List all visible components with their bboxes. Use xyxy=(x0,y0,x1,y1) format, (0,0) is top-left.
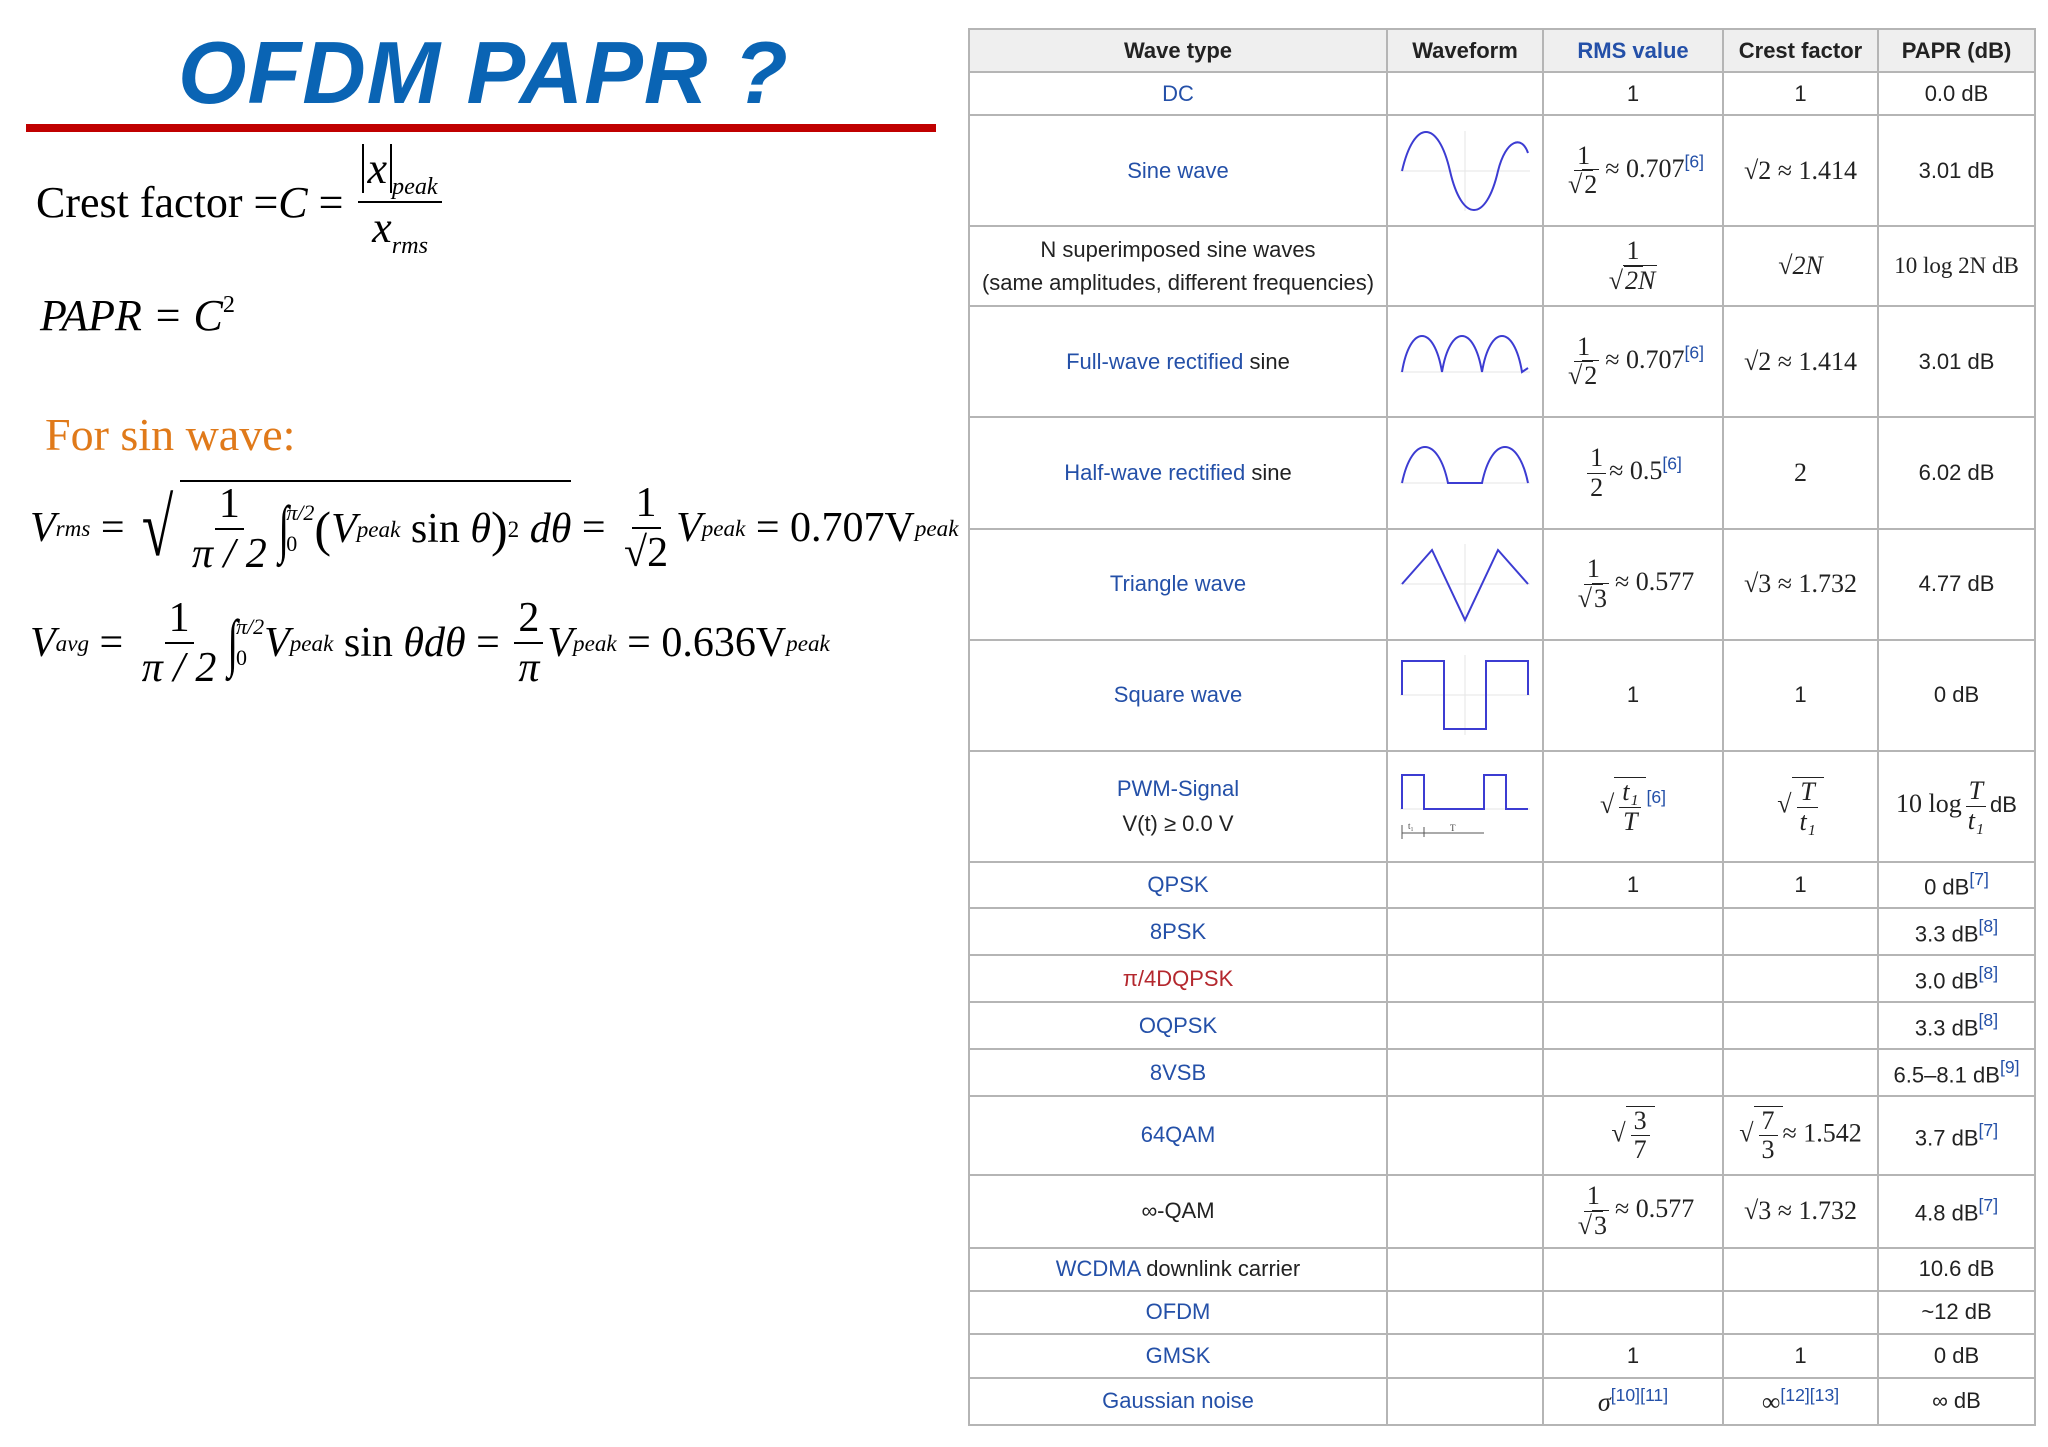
papr-cell: 0 dB xyxy=(1878,1334,2035,1378)
wave-type-link[interactable]: GMSK xyxy=(969,1334,1387,1378)
crest-num-x: x xyxy=(362,144,392,193)
papr-cell: 0.0 dB xyxy=(1878,72,2035,115)
rms-cell xyxy=(1543,1002,1723,1049)
papr-cell: 4.77 dB xyxy=(1878,529,2035,640)
crest-cell: 1 xyxy=(1723,640,1878,751)
rms-cell: √ $\frac{3}{7}$ xyxy=(1543,1096,1723,1174)
crest-cell: √ $\frac{7}{3}$ ≈ 1.542 xyxy=(1723,1096,1878,1174)
rms-cell xyxy=(1543,908,1723,955)
rms-cell: 1 xyxy=(1543,862,1723,908)
rms-cell: $\frac{1}{√2}$ ≈ 0.707[6] xyxy=(1543,115,1723,226)
papr-formula xyxy=(40,290,235,341)
table-row xyxy=(969,1378,2035,1425)
table-row xyxy=(969,1291,2035,1334)
waveform-cell xyxy=(1387,862,1543,908)
wave-type-link[interactable]: Gaussian noise xyxy=(969,1378,1387,1425)
table-row xyxy=(969,417,2035,528)
table-header-row xyxy=(969,29,2035,72)
wave-type-cell[interactable]: Full-wave rectified sine xyxy=(969,306,1387,417)
rms-cell xyxy=(1543,1291,1723,1334)
svg-text:T: T xyxy=(1450,822,1456,833)
crest-cell xyxy=(1723,1049,1878,1096)
crest-cell: √2 ≈ 1.414 xyxy=(1723,115,1878,226)
wave-type-link[interactable]: OQPSK xyxy=(969,1002,1387,1049)
sine-waveform-icon xyxy=(1400,131,1530,211)
waveform-cell xyxy=(1387,115,1543,226)
table-row xyxy=(969,1096,2035,1174)
crest-factor-lhs: Crest factor = xyxy=(36,177,279,227)
crest-cell: ∞[12][13] xyxy=(1723,1378,1878,1425)
table-row xyxy=(969,226,2035,306)
wave-type-link[interactable]: Triangle wave xyxy=(969,529,1387,640)
wave-type-link[interactable]: 8VSB xyxy=(969,1049,1387,1096)
crest-cell: 1 xyxy=(1723,862,1878,908)
crest-den-sub: rms xyxy=(391,232,428,260)
vavg-v: V xyxy=(30,620,56,667)
vavg-formula: V avg = $\frac{1}{\pi / 2}$ ∫ π/2 0 V peak sin θdθ = $\frac{2}{\pi}$ V peak = 0.636V peak xyxy=(30,595,830,692)
pwm-waveform-icon xyxy=(1400,769,1530,845)
header-rms-value[interactable]: RMS value xyxy=(1543,29,1723,72)
full-wave-rectified-icon xyxy=(1400,332,1530,392)
papr-eq: PAPR = C xyxy=(40,291,223,340)
rms-cell xyxy=(1543,955,1723,1002)
wave-type-link[interactable]: Square wave xyxy=(969,640,1387,751)
rms-cell: √ $\frac{\text{t₁}}{T}$ [6] xyxy=(1543,751,1723,862)
wave-type-cell[interactable]: WCDMA downlink carrier xyxy=(969,1248,1387,1291)
rms-cell xyxy=(1543,1049,1723,1096)
table-row xyxy=(969,306,2035,417)
table-row xyxy=(969,1175,2035,1248)
vrms-v: V xyxy=(30,505,56,552)
crest-c: C xyxy=(278,177,308,227)
table-row xyxy=(969,862,2035,908)
vrms-sub: rms xyxy=(55,514,91,541)
rms-cell: $\frac{1}{√3}$ ≈ 0.577 xyxy=(1543,529,1723,640)
vrms-formula: V rms = √ $\frac{1}{\pi / 2}$ ∫ π/2 0 ( V peak sin θ ) 2 dθ = $\frac{1}{√2}$ V peak = 0.707V peak xyxy=(30,480,959,578)
crest-cell: √2 ≈ 1.414 xyxy=(1723,306,1878,417)
table-row xyxy=(969,1334,2035,1378)
waveform-cell xyxy=(1387,955,1543,1002)
waveform-cell xyxy=(1387,1096,1543,1174)
wave-type-cell: N superimposed sine waves (same amplitudes, different frequencies) xyxy=(969,226,1387,306)
waveform-cell xyxy=(1387,1049,1543,1096)
waveform-cell xyxy=(1387,72,1543,115)
waveform-cell xyxy=(1387,640,1543,751)
crest-cell xyxy=(1723,1291,1878,1334)
papr-cell: 3.3 dB[8] xyxy=(1878,908,2035,955)
crest-cell: √2N xyxy=(1723,226,1878,306)
wave-type-cell[interactable]: Half-wave rectified sine xyxy=(969,417,1387,528)
papr-cell: 6.5–8.1 dB[9] xyxy=(1878,1049,2035,1096)
rms-cell: $\frac{1}{√2N}$ xyxy=(1543,226,1723,306)
crest-den-x: x xyxy=(372,203,392,253)
waveform-cell xyxy=(1387,1248,1543,1291)
rms-cell: $\frac{1}{2}$ ≈ 0.5[6] xyxy=(1543,417,1723,528)
wave-type-link[interactable]: 64QAM xyxy=(969,1096,1387,1174)
rms-cell: σ[10][11] xyxy=(1543,1378,1723,1425)
crest-cell: √3 ≈ 1.732 xyxy=(1723,1175,1878,1248)
table-row xyxy=(969,1049,2035,1096)
waveform-cell xyxy=(1387,908,1543,955)
wave-type-cell[interactable]: PWM-Signal V(t) ≥ 0.0 V xyxy=(969,751,1387,862)
papr-cell: 4.8 dB[7] xyxy=(1878,1175,2035,1248)
table-row xyxy=(969,115,2035,226)
crest-cell: 2 xyxy=(1723,417,1878,528)
table-row xyxy=(969,72,2035,115)
crest-num-sub: peak xyxy=(392,172,438,200)
papr-cell: 10 log $\frac{T}{\text{t₁}}$ dB xyxy=(1878,751,2035,862)
papr-cell: 3.3 dB[8] xyxy=(1878,1002,2035,1049)
rms-cell: $\frac{1}{√2}$ ≈ 0.707[6] xyxy=(1543,306,1723,417)
crest-cell xyxy=(1723,1248,1878,1291)
vavg-sub: avg xyxy=(55,629,90,656)
papr-cell: 3.0 dB[8] xyxy=(1878,955,2035,1002)
crest-cell xyxy=(1723,1002,1878,1049)
waveform-cell xyxy=(1387,1002,1543,1049)
triangle-waveform-icon xyxy=(1400,544,1530,624)
papr-cell: ~12 dB xyxy=(1878,1291,2035,1334)
crest-factor-formula: Crest factor = C = $\frac{x _{peak}}{x_{rms}}$ xyxy=(36,146,446,259)
crest-fraction xyxy=(358,146,441,259)
waveform-cell xyxy=(1387,306,1543,417)
rms-cell: 1 xyxy=(1543,1334,1723,1378)
wave-type-link[interactable]: 8PSK xyxy=(969,908,1387,955)
crest-cell: √ $\frac{T}{\text{t₁}}$ xyxy=(1723,751,1878,862)
table-row xyxy=(969,1248,2035,1291)
papr-cell: 0 dB xyxy=(1878,640,2035,751)
vrms-result: = 0.707V xyxy=(755,505,915,552)
svg-text:t₁: t₁ xyxy=(1408,820,1414,831)
slide-title: OFDM PAPR ? xyxy=(178,23,789,122)
crest-cell: √3 ≈ 1.732 xyxy=(1723,529,1878,640)
rms-cell: $\frac{1}{√3}$ ≈ 0.577 xyxy=(1543,1175,1723,1248)
wave-type-cell: ∞-QAM xyxy=(969,1175,1387,1248)
header-crest-factor: Crest factor xyxy=(1723,29,1878,72)
papr-cell: 3.01 dB xyxy=(1878,306,2035,417)
waveform-cell xyxy=(1387,1378,1543,1425)
papr-cell: 3.7 dB[7] xyxy=(1878,1096,2035,1174)
wave-type-table xyxy=(968,28,2036,1426)
rms-cell xyxy=(1543,1248,1723,1291)
papr-cell: 3.01 dB xyxy=(1878,115,2035,226)
waveform-cell xyxy=(1387,1291,1543,1334)
waveform-cell xyxy=(1387,226,1543,306)
vavg-result: = 0.636V xyxy=(627,620,787,667)
title-underline xyxy=(26,124,936,132)
table-row xyxy=(969,529,2035,640)
rms-cell: 1 xyxy=(1543,72,1723,115)
table-row xyxy=(969,640,2035,751)
table-row xyxy=(969,751,2035,862)
table-row xyxy=(969,955,2035,1002)
for-sin-wave-label: For sin wave: xyxy=(45,409,296,460)
papr-cell: 0 dB[7] xyxy=(1878,862,2035,908)
wave-type-link[interactable]: OFDM xyxy=(969,1291,1387,1334)
wave-type-link[interactable]: π/4DQPSK xyxy=(969,955,1387,1002)
wave-type-link[interactable]: DC xyxy=(969,72,1387,115)
half-wave-rectified-icon xyxy=(1400,443,1530,503)
crest-cell: 1 xyxy=(1723,1334,1878,1378)
header-papr: PAPR (dB) xyxy=(1878,29,2035,72)
crest-cell: 1 xyxy=(1723,72,1878,115)
waveform-cell xyxy=(1387,417,1543,528)
papr-cell: 6.02 dB xyxy=(1878,417,2035,528)
wave-type-link[interactable]: Sine wave xyxy=(969,115,1387,226)
wave-type-link[interactable]: QPSK xyxy=(969,862,1387,908)
rms-cell: 1 xyxy=(1543,640,1723,751)
waveform-cell xyxy=(1387,529,1543,640)
papr-cell: 10 log 2N dB xyxy=(1878,226,2035,306)
header-wave-type: Wave type xyxy=(969,29,1387,72)
papr-cell: ∞ dB xyxy=(1878,1378,2035,1425)
papr-cell: 10.6 dB xyxy=(1878,1248,2035,1291)
waveform-cell xyxy=(1387,1334,1543,1378)
waveform-cell xyxy=(1387,1175,1543,1248)
crest-cell xyxy=(1723,955,1878,1002)
papr-exponent: 2 xyxy=(222,290,235,318)
waveform-cell xyxy=(1387,751,1543,862)
table-row xyxy=(969,908,2035,955)
crest-cell xyxy=(1723,908,1878,955)
table-row xyxy=(969,1002,2035,1049)
header-waveform: Waveform xyxy=(1387,29,1543,72)
square-waveform-icon xyxy=(1400,655,1530,735)
